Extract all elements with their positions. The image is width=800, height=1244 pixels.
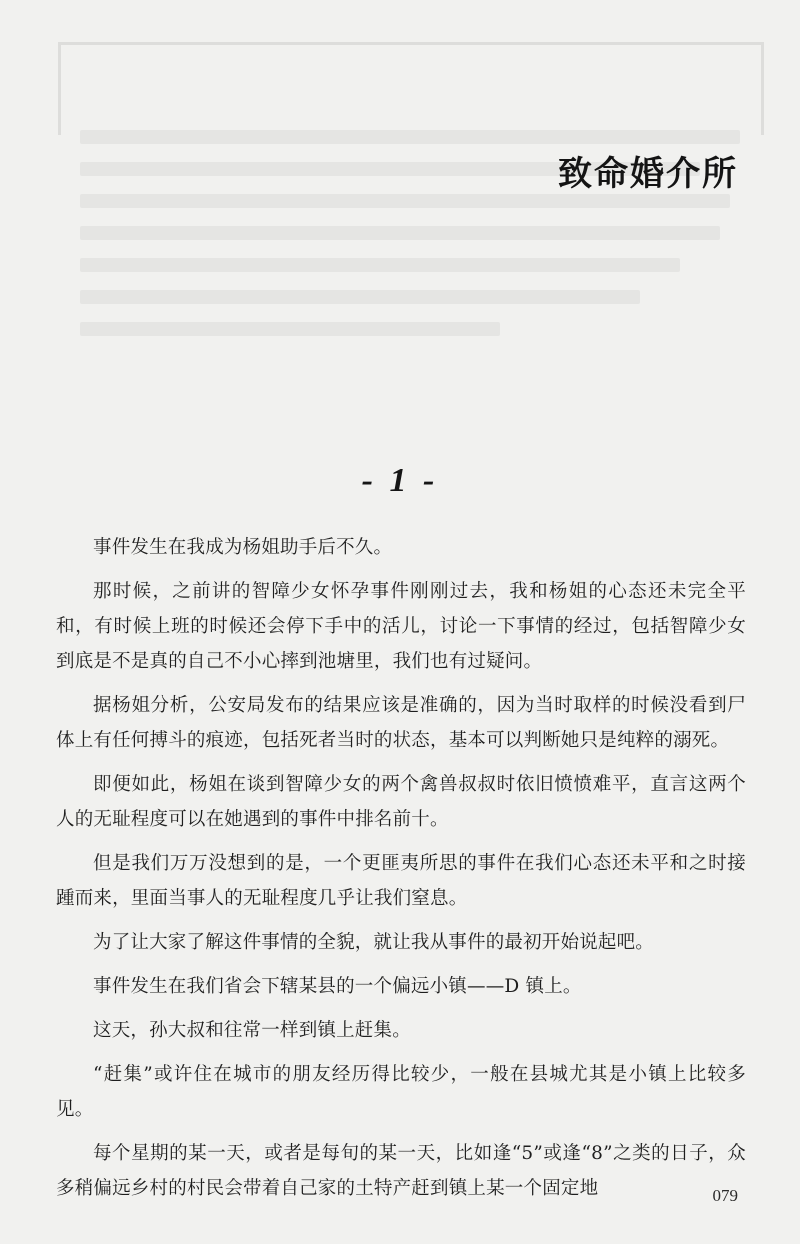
paragraph: 这天，孙大叔和往常一样到镇上赶集。 <box>93 1020 411 1041</box>
show-through-frame <box>58 42 764 135</box>
paragraph: 为了让大家了解这件事情的全貌，就让我从事件的最初开始说起吧。 <box>93 932 655 953</box>
paragraph: 即便如此，杨姐在谈到智障少女的两个禽兽叔叔时依旧愤愤难平，直言这两个人的无耻程度可以在她遇到的事件中排名前十。 <box>56 774 746 830</box>
page-number: 079 <box>712 1186 738 1205</box>
section-number: - 1 - <box>361 462 439 499</box>
show-through-line <box>80 290 640 304</box>
chapter-title: 致命婚介所 <box>558 154 738 194</box>
paragraph: “赶集”或许住在城市的朋友经历得比较少，一般在县城尤其是小镇上比较多见。 <box>56 1064 746 1120</box>
show-through-line <box>80 130 740 144</box>
show-through-line <box>80 258 680 272</box>
paragraph: 那时候，之前讲的智障少女怀孕事件刚刚过去，我和杨姐的心态还未完全平和，有时候上班的时候还会停下手中的活儿，讨论一下事情的经过，包括智障少女到底是不是真的自己不小心摔到池塘里，我们也有过疑问。 <box>56 581 746 672</box>
paragraph: 据杨姐分析，公安局发布的结果应该是准确的，因为当时取样的时候没看到尸体上有任何搏斗的痕迹，包括死者当时的状态，基本可以判断她只是纯粹的溺死。 <box>56 695 746 751</box>
paragraph: 每个星期的某一天，或者是每旬的某一天，比如逢“5”或逢“8”之类的日子，众多稍偏远乡村的村民会带着自己家的土特产赶到镇上某一个固定地 <box>56 1143 746 1199</box>
show-through-line <box>80 322 500 336</box>
show-through-background <box>40 30 780 370</box>
paragraph: 但是我们万万没想到的是，一个更匪夷所思的事件在我们心态还未平和之时接踵而来，里面当事人的无耻程度几乎让我们窒息。 <box>56 853 746 909</box>
body-text <box>56 530 746 1215</box>
show-through-line <box>80 194 730 208</box>
paragraph: 事件发生在我成为杨姐助手后不久。 <box>93 537 393 558</box>
show-through-line <box>80 226 720 240</box>
paragraph: 事件发生在我们省会下辖某县的一个偏远小镇——D 镇上。 <box>93 976 582 997</box>
